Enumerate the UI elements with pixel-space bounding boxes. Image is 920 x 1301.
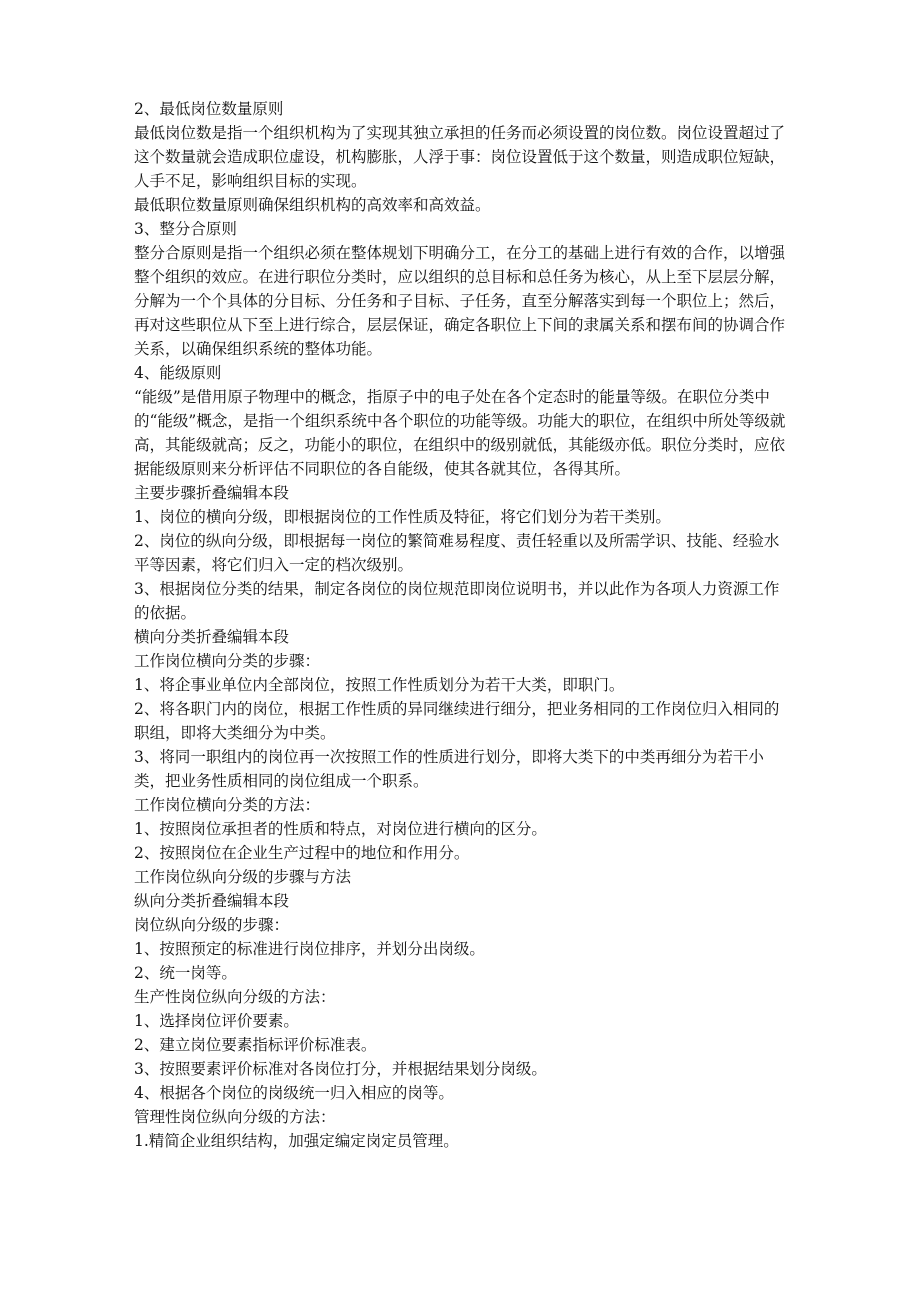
- heading-minimum-positions: 2、最低岗位数量原则: [134, 100, 284, 118]
- list-item: 2、将各职门内的岗位，根据工作性质的异同继续进行细分，把业务相同的工作岗位归入相同的职组，即将大类细分为中类。: [134, 700, 780, 742]
- list-item: 4、根据各个岗位的岗级统一归入相应的岗等。: [134, 1084, 454, 1102]
- list-item: 2、按照岗位在企业生产过程中的地位和作用分。: [134, 844, 470, 862]
- subheading-vertical-steps-methods: 工作岗位纵向分级的步骤与方法: [134, 868, 352, 886]
- list-item: 2、岗位的纵向分级，即根据每一岗位的繁简难易程度、责任轻重以及所需学识、技能、经验水平等因素，将它们归入一定的档次级别。: [134, 532, 780, 574]
- list-item: 1、岗位的横向分级，即根据岗位的工作性质及特征，将它们划分为若干类别。: [134, 508, 671, 526]
- list-item: 1、按照预定的标准进行岗位排序，并划分出岗级。: [134, 940, 485, 958]
- heading-integration-principle: 3、整分合原则: [134, 220, 237, 238]
- list-item: 3、按照要素评价标准对各岗位打分，并根据结果划分岗级。: [134, 1060, 547, 1078]
- list-item: 1.精简企业组织结构，加强定编定岗定员管理。: [134, 1132, 459, 1150]
- heading-energy-level-principle: 4、能级原则: [134, 364, 222, 382]
- subheading-vertical-steps: 岗位纵向分级的步骤：: [134, 916, 290, 934]
- list-item: 1、选择岗位评价要素。: [134, 1012, 299, 1030]
- paragraph-energy-level-principle: “能级”是借用原子物理中的概念，指原子中的电子处在各个定态时的能量等级。在职位分类中的“能级”概念，是指一个组织系统中各个职位的功能等级。功能大的职位，在组织中所处等级就高，其能级就高；反之，功能小的职位，在组织中的级别就低，其能级亦低。职位分类时，应依据能级原则来分析评估不同职位的各自能级，使其各就其位，各得其所。: [134, 388, 786, 478]
- list-item: 3、根据岗位分类的结果，制定各岗位的岗位规范即岗位说明书，并以此作为各项人力资源工作的依据。: [134, 580, 780, 622]
- subheading-production-methods: 生产性岗位纵向分级的方法：: [134, 988, 336, 1006]
- subheading-horizontal-methods: 工作岗位横向分类的方法：: [134, 796, 321, 814]
- list-item: 3、将同一职组内的岗位再一次按照工作的性质进行划分，即将大类下的中类再细分为若干小类，把业务性质相同的岗位组成一个职系。: [134, 748, 764, 790]
- list-item: 2、统一岗等。: [134, 964, 237, 982]
- section-title-vertical-classification: 纵向分类折叠编辑本段: [134, 892, 290, 910]
- subheading-horizontal-steps: 工作岗位横向分类的步骤：: [134, 652, 321, 670]
- section-title-main-steps: 主要步骤折叠编辑本段: [134, 484, 290, 502]
- list-item: 1、按照岗位承担者的性质和特点，对岗位进行横向的区分。: [134, 820, 547, 838]
- section-title-horizontal-classification: 横向分类折叠编辑本段: [134, 628, 290, 646]
- paragraph-integration-principle: 整分合原则是指一个组织必须在整体规划下明确分工，在分工的基础上进行有效的合作，以增强整个组织的效应。在进行职位分类时，应以组织的总目标和总任务为核心，从上至下层层分解，分解为一个个具体的分目标、分任务和子目标、子任务，直至分解落实到每一个职位上；然后，再对这些职位从下至上进行综合，层层保证，确定各职位上下间的隶属关系和摆布间的协调合作关系，以确保组织系统的整体功能。: [134, 244, 786, 358]
- subheading-management-methods: 管理性岗位纵向分级的方法：: [134, 1108, 336, 1126]
- document-body: [134, 97, 789, 1153]
- list-item: 1、将企事业单位内全部岗位，按照工作性质划分为若干大类，即职门。: [134, 676, 625, 694]
- paragraph-minimum-positions-definition: 最低岗位数是指一个组织机构为了实现其独立承担的任务而必须设置的岗位数。岗位设置超过了这个数量就会造成职位虚设，机构膨胀，人浮于事：岗位设置低于这个数量，则造成职位短缺，人手不足，影响组织目标的实现。: [134, 124, 786, 190]
- list-item: 2、建立岗位要素指标评价标准表。: [134, 1036, 377, 1054]
- paragraph-minimum-positions-effect: 最低职位数量原则确保组织机构的高效率和高效益。: [134, 196, 491, 214]
